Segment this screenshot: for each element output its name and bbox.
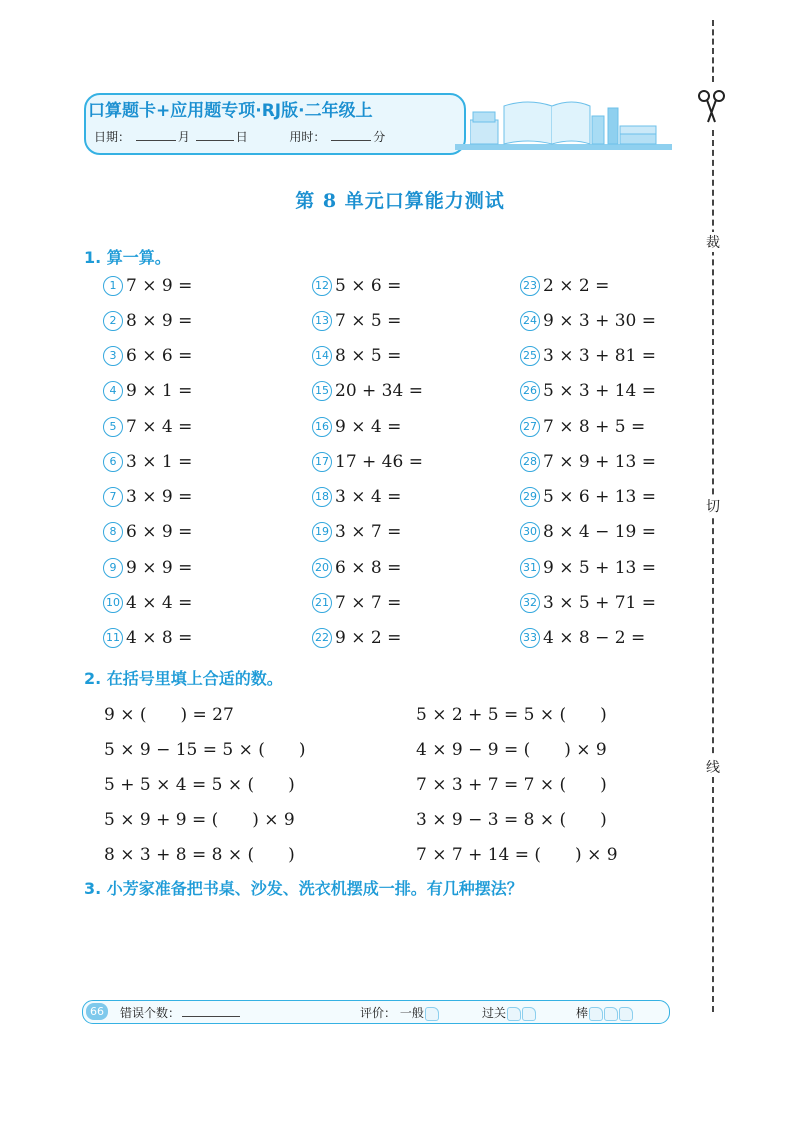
item-number: 12 xyxy=(312,276,332,296)
exercise-item xyxy=(520,485,656,509)
item-number: 33 xyxy=(520,628,540,648)
item-expression: 9 × 3 + 30 = xyxy=(543,311,657,331)
item-expression: 4 × 8 = xyxy=(126,628,193,648)
thumbs-up-icon xyxy=(604,1007,618,1021)
thumbs-up-icon xyxy=(522,1007,536,1021)
exercise-item xyxy=(520,274,609,298)
item-number: 20 xyxy=(312,558,332,578)
item-number: 8 xyxy=(103,522,123,542)
item-number: 24 xyxy=(520,311,540,331)
item-number: 30 xyxy=(520,522,540,542)
exercise-item xyxy=(312,344,401,368)
exercise-item xyxy=(312,591,401,615)
item-number: 26 xyxy=(520,381,540,401)
section-1-heading: 1. 算一算。 xyxy=(84,248,171,267)
book-title: 口算题卡+应用题专项·RJ版·二年级上 xyxy=(88,101,373,121)
item-number: 21 xyxy=(312,593,332,613)
rating-great-label: 棒 xyxy=(576,1006,589,1020)
rating-pass-field xyxy=(482,1004,536,1021)
exercise-item xyxy=(312,309,401,333)
exercise-item xyxy=(312,450,423,474)
item-expression: 5 × 6 = xyxy=(335,276,402,296)
exercise-item xyxy=(312,485,401,509)
fill-blank-item: 5 + 5 × 4 = 5 × ( ) xyxy=(104,775,295,795)
item-number: 27 xyxy=(520,417,540,437)
item-number: 17 xyxy=(312,452,332,472)
item-number: 11 xyxy=(103,628,123,648)
fill-blank-item: 7 × 7 + 14 = ( ) × 9 xyxy=(416,845,618,865)
item-number: 32 xyxy=(520,593,540,613)
exercise-item xyxy=(520,415,645,439)
cut-line xyxy=(712,130,714,1012)
exercise-item xyxy=(520,344,656,368)
item-expression: 3 × 4 = xyxy=(335,487,402,507)
section-3-heading: 3. 小芳家准备把书桌、沙发、洗衣机摆成一排。有几种摆法？ xyxy=(84,879,523,898)
item-number: 1 xyxy=(103,276,123,296)
fill-blank-item: 5 × 2 + 5 = 5 × ( ) xyxy=(416,705,607,725)
page-title: 第 8 单元口算能力测试 xyxy=(295,190,505,212)
item-expression: 7 × 5 = xyxy=(335,311,402,331)
item-number: 22 xyxy=(312,628,332,648)
cut-label-2: 切 xyxy=(706,496,720,516)
exercise-item xyxy=(312,626,401,650)
item-expression: 4 × 8 − 2 = xyxy=(543,628,646,648)
cut-label-1: 裁 xyxy=(706,232,720,252)
fill-blank-item: 4 × 9 − 9 = ( ) × 9 xyxy=(416,740,607,760)
item-number: 14 xyxy=(312,346,332,366)
item-expression: 9 × 5 + 13 = xyxy=(543,558,657,578)
cut-line-top xyxy=(712,20,714,82)
item-number: 19 xyxy=(312,522,332,542)
exercise-item xyxy=(103,626,192,650)
fill-blank-item: 5 × 9 − 15 = 5 × ( ) xyxy=(104,740,306,760)
item-number: 16 xyxy=(312,417,332,437)
exercise-item xyxy=(312,520,401,544)
item-number: 13 xyxy=(312,311,332,331)
item-number: 6 xyxy=(103,452,123,472)
item-number: 4 xyxy=(103,381,123,401)
fill-blank-item: 7 × 3 + 7 = 7 × ( ) xyxy=(416,775,607,795)
fill-blank-item: 3 × 9 − 3 = 8 × ( ) xyxy=(416,810,607,830)
exercise-item xyxy=(103,379,192,403)
item-expression: 9 × 9 = xyxy=(126,558,193,578)
item-number: 23 xyxy=(520,276,540,296)
thumbs-up-icon xyxy=(425,1007,439,1021)
item-expression: 6 × 9 = xyxy=(126,522,193,542)
item-number: 25 xyxy=(520,346,540,366)
exercise-item xyxy=(103,450,192,474)
day-label: 日 xyxy=(235,130,248,144)
exercise-item xyxy=(520,309,656,333)
exercise-item xyxy=(103,274,192,298)
item-expression: 8 × 9 = xyxy=(126,311,193,331)
month-blank xyxy=(136,140,176,141)
item-expression: 3 × 3 + 81 = xyxy=(543,346,657,366)
fill-blank-item: 5 × 9 + 9 = ( ) × 9 xyxy=(104,810,295,830)
exercise-item xyxy=(520,379,656,403)
section-2-heading: 2. 在括号里填上合适的数。 xyxy=(84,669,283,688)
item-number: 2 xyxy=(103,311,123,331)
item-expression: 2 × 2 = xyxy=(543,276,610,296)
exercise-item xyxy=(312,556,401,580)
fill-blank-item: 9 × ( ) = 27 xyxy=(104,705,234,725)
item-number: 7 xyxy=(103,487,123,507)
minute-label: 分 xyxy=(373,130,386,144)
exercise-item xyxy=(520,520,656,544)
thumbs-up-icon xyxy=(619,1007,633,1021)
rating-pass-label: 过关 xyxy=(482,1006,507,1020)
error-count-label: 错误个数： xyxy=(120,1006,181,1020)
day-blank xyxy=(196,140,234,141)
item-number: 29 xyxy=(520,487,540,507)
item-number: 18 xyxy=(312,487,332,507)
item-number: 10 xyxy=(103,593,123,613)
exercise-item xyxy=(520,556,656,580)
item-expression: 5 × 3 + 14 = xyxy=(543,381,657,401)
item-expression: 17 + 46 = xyxy=(335,452,423,472)
item-number: 31 xyxy=(520,558,540,578)
item-expression: 8 × 4 − 19 = xyxy=(543,522,657,542)
cut-label-3: 线 xyxy=(706,757,720,777)
exercise-item xyxy=(103,485,192,509)
rating-great-field xyxy=(576,1004,633,1021)
item-expression: 7 × 4 = xyxy=(126,417,193,437)
exercise-item xyxy=(103,591,192,615)
books-illustration-icon xyxy=(470,98,660,148)
item-expression: 6 × 8 = xyxy=(335,558,402,578)
item-expression: 20 + 34 = xyxy=(335,381,423,401)
thumbs-up-icon xyxy=(589,1007,603,1021)
month-label: 月 xyxy=(177,130,190,144)
item-expression: 7 × 8 + 5 = xyxy=(543,417,646,437)
item-expression: 7 × 9 = xyxy=(126,276,193,296)
exercise-item xyxy=(103,344,192,368)
item-expression: 5 × 6 + 13 = xyxy=(543,487,657,507)
exercise-item xyxy=(103,309,192,333)
item-number: 3 xyxy=(103,346,123,366)
page-number: 66 xyxy=(86,1003,108,1020)
item-expression: 3 × 7 = xyxy=(335,522,402,542)
item-expression: 8 × 5 = xyxy=(335,346,402,366)
exercise-item xyxy=(103,520,192,544)
rating-label: 评价： xyxy=(360,1006,397,1020)
exercise-item xyxy=(103,556,192,580)
item-expression: 9 × 1 = xyxy=(126,381,193,401)
item-expression: 3 × 1 = xyxy=(126,452,193,472)
error-count-field xyxy=(120,1004,242,1021)
exercise-item xyxy=(520,450,656,474)
fill-blank-item: 8 × 3 + 8 = 8 × ( ) xyxy=(104,845,295,865)
header-date-time-line xyxy=(94,128,385,145)
item-expression: 9 × 2 = xyxy=(335,628,402,648)
date-label: 日期： xyxy=(94,130,131,144)
scissors-icon xyxy=(697,90,727,124)
exercise-item xyxy=(520,591,656,615)
item-expression: 9 × 4 = xyxy=(335,417,402,437)
exercise-item xyxy=(103,415,192,439)
item-number: 28 xyxy=(520,452,540,472)
item-number: 15 xyxy=(312,381,332,401)
error-count-blank xyxy=(182,1016,240,1017)
item-expression: 4 × 4 = xyxy=(126,593,193,613)
time-blank xyxy=(331,140,371,141)
exercise-item xyxy=(312,379,423,403)
item-number: 9 xyxy=(103,558,123,578)
item-expression: 6 × 6 = xyxy=(126,346,193,366)
item-expression: 7 × 9 + 13 = xyxy=(543,452,657,472)
thumbs-up-icon xyxy=(507,1007,521,1021)
time-label: 用时： xyxy=(289,130,326,144)
exercise-item xyxy=(520,626,645,650)
exercise-item xyxy=(312,415,401,439)
item-expression: 3 × 5 + 71 = xyxy=(543,593,657,613)
exercise-item xyxy=(312,274,401,298)
rating-ok-label: 一般 xyxy=(399,1006,424,1020)
item-expression: 3 × 9 = xyxy=(126,487,193,507)
rating-field xyxy=(360,1004,439,1021)
item-number: 5 xyxy=(103,417,123,437)
item-expression: 7 × 7 = xyxy=(335,593,402,613)
